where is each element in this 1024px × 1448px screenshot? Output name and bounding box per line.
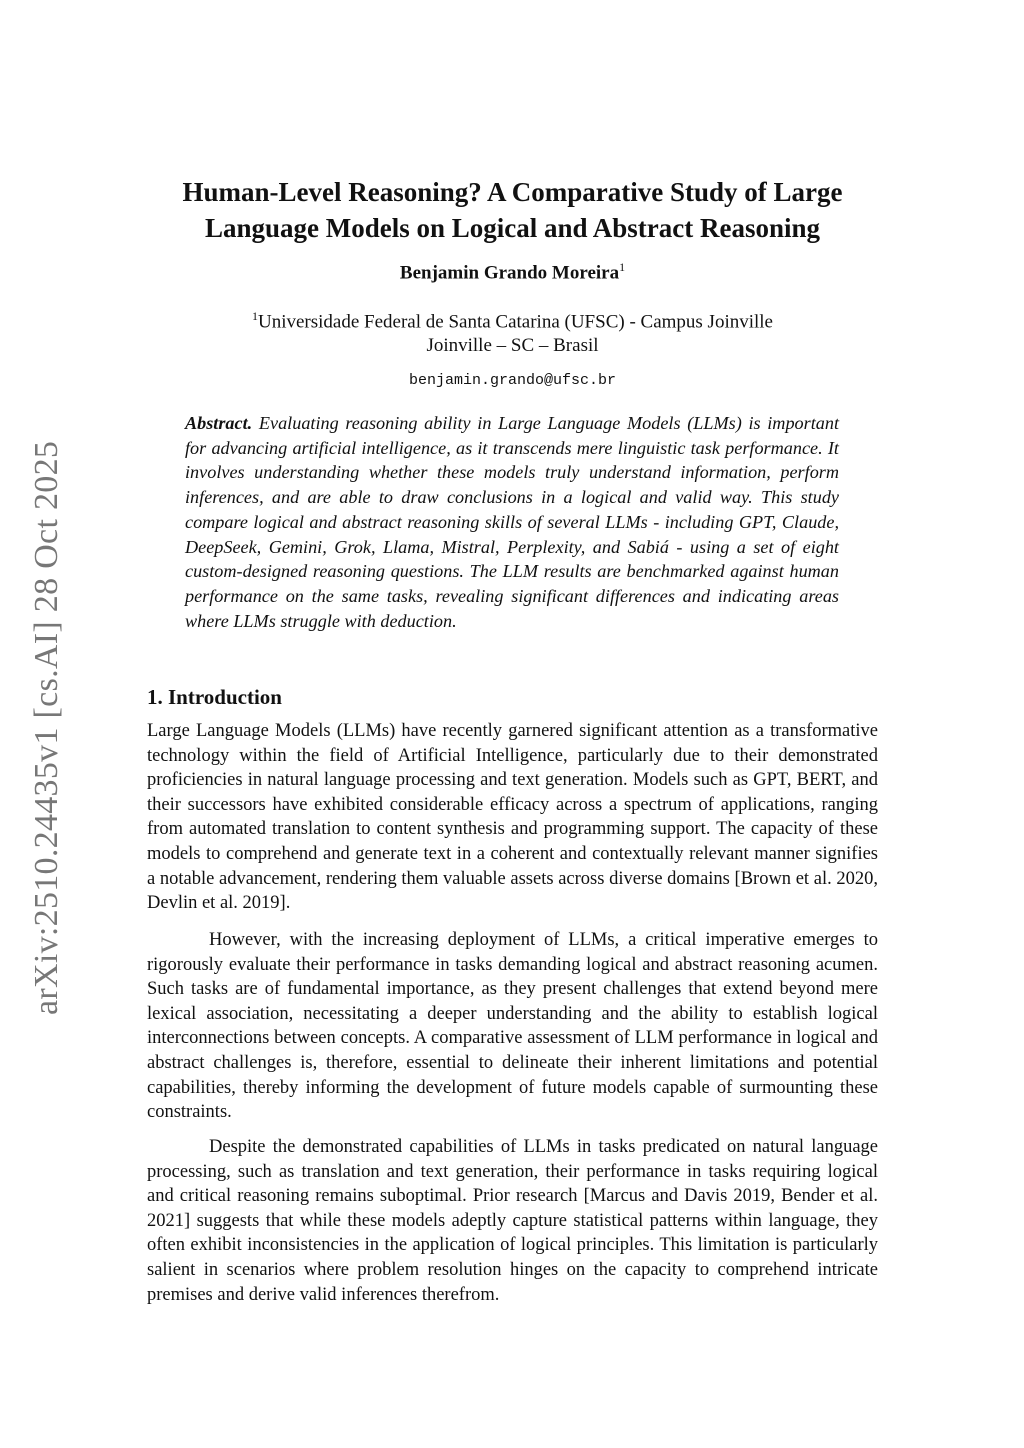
affiliation-marker: 1 xyxy=(251,309,258,323)
abstract-text: Evaluating reasoning ability in Large Language Models (LLMs) is important for advancing artificial intelligence, as it transcends mere linguistic task performance. It involves understanding whether these models truly understand information, perform inferences, and are able to draw conclusions in a logical and valid way. This study compare logical and abstract reasoning skills of several LLMs - including GPT, Claude, DeepSeek, Gemini, Grok, Llama, Mistral, Perplexity, and Sabiá - using a set of eight custom-designed reasoning questions. The LLM results are benchmarked against human performance on the same tasks, revealing significant differences and indicating areas where LLMs struggle with deduction. xyxy=(185,413,840,631)
author-affiliation-marker: 1 xyxy=(619,260,626,274)
paper-title: Human-Level Reasoning? A Comparative Study of Large Language Models on Logical and Abstract Reasoning xyxy=(182,177,843,243)
section-heading-introduction: 1. Introduction xyxy=(147,685,282,709)
intro-paragraph-1: Large Language Models (LLMs) have recently garnered significant attention as a transformative technology within the field of Artificial Intelligence, particularly due to their demonstrated proficiencies in natural language processing and text generation. Models such as GPT, BERT, and their successors have exhibited considerable efficacy across a spectrum of applications, ranging from automated translation to content synthesis and programming support. The capacity of these models to comprehend and generate text in a coherent and contextually relevant manner signifies a notable advancement, rendering them valuable assets across diverse domains [Brown et al. 2020, Devlin et al. 2019]. xyxy=(147,721,878,914)
affiliation xyxy=(150,304,875,358)
intro-paragraph-3: Despite the demonstrated capabilities of LLMs in tasks predicated on natural language processing, such as translation and text generation, their performance in tasks requiring logical and critical reasoning remains suboptimal. Prior research [Marcus and Davis 2019, Bender et al. 2021] suggests that while these models adeptly capture statistical patterns within language, they often exhibit inconsistencies in the application of logical principles. This limitation is particularly salient in scenarios where problem resolution hinges on the capacity to comprehend intricate premises and derive valid inferences therefrom. xyxy=(147,1137,878,1305)
intro-paragraph-2: However, with the increasing deployment of LLMs, a critical imperative emerges to rigorously evaluate their performance in tasks demanding logical and abstract reasoning acumen. Such tasks are of fundamental importance, as they present challenges that extend beyond mere lexical association, necessitating a deeper understanding and the ability to establish logical interconnections between concepts. A comparative assessment of LLM performance in logical and abstract challenges is, therefore, essential to delineate their inherent limitations and potential capabilities, thereby informing the development of future models capable of surmounting these constraints. xyxy=(147,930,878,1123)
abstract xyxy=(185,411,839,633)
affiliation-institution: Universidade Federal de Santa Catarina (UFSC) - Campus Joinville xyxy=(257,311,773,333)
abstract-label: Abstract. xyxy=(185,413,253,433)
affiliation-line-1 xyxy=(150,304,875,334)
author-email: benjamin.grando@ufsc.br xyxy=(408,372,617,389)
author-name-text: Benjamin Grando Moreira xyxy=(399,262,620,284)
arxiv-identifier: arXiv:2510.24435v1 [cs.AI] 28 Oct 2025 xyxy=(28,440,65,1015)
author-name xyxy=(150,260,875,284)
affiliation-line-2: Joinville – SC – Brasil xyxy=(426,335,599,357)
